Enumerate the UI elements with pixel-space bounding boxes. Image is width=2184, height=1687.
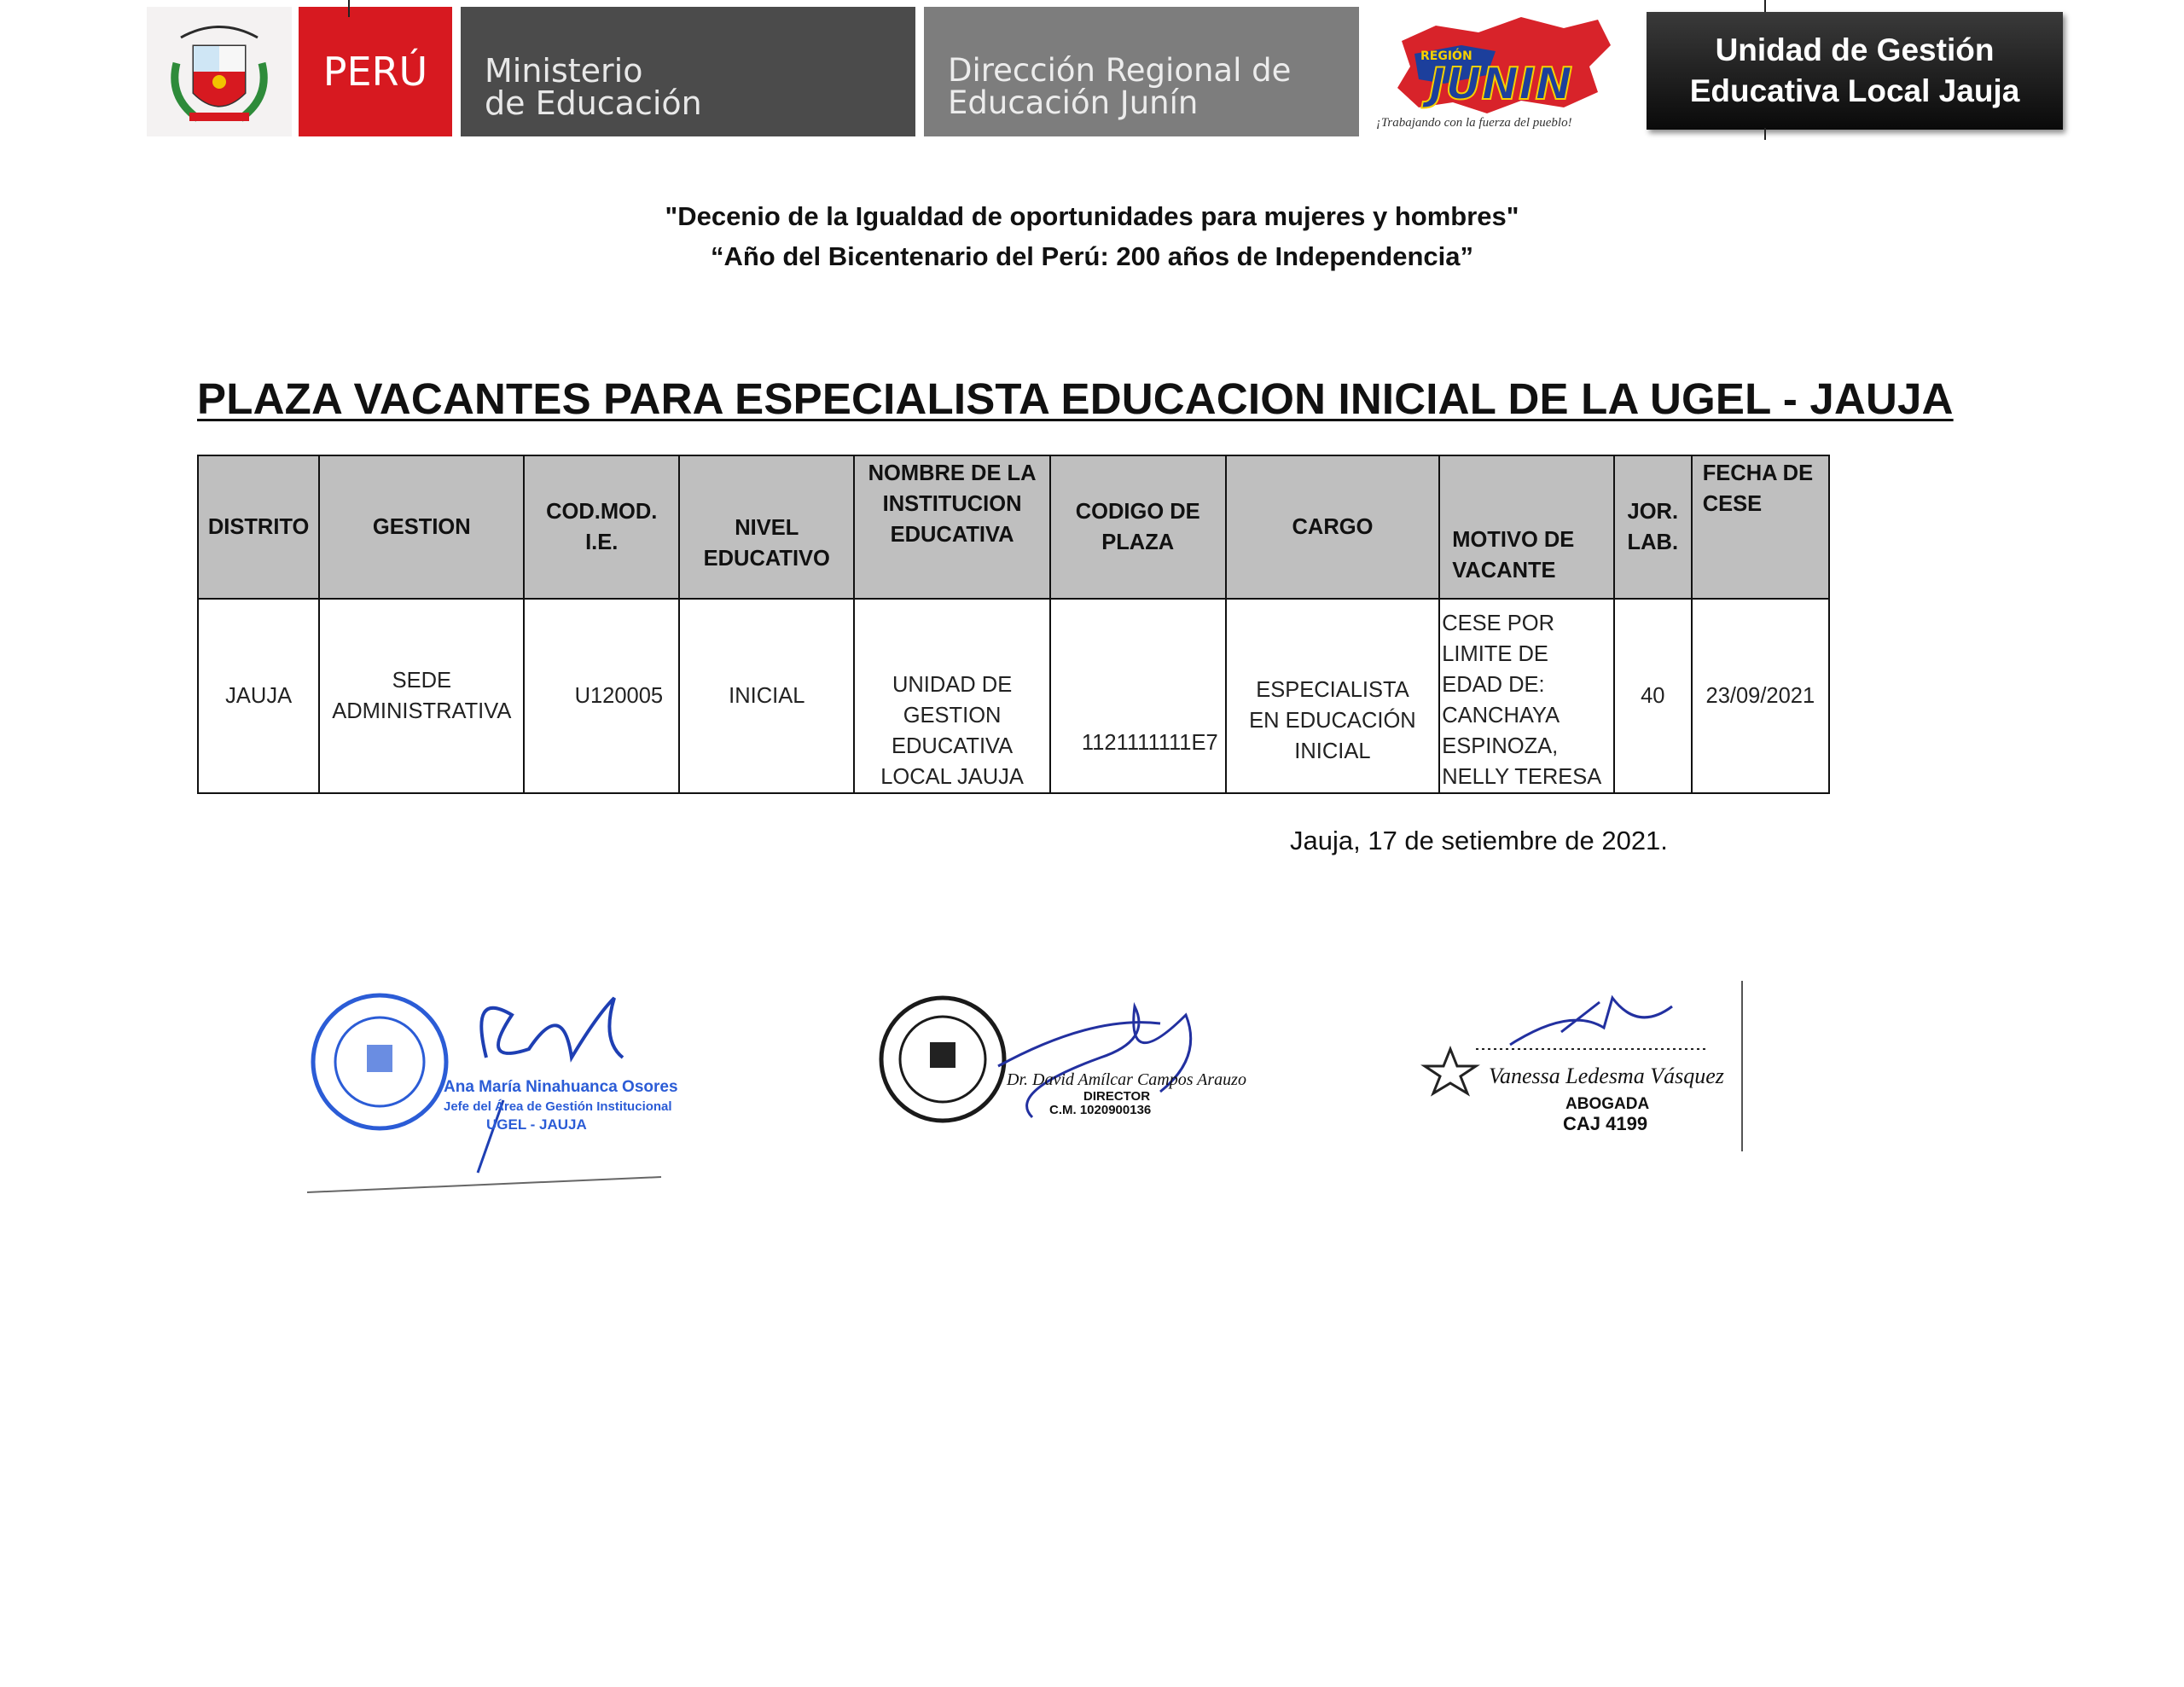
header-cell: GESTION — [319, 455, 524, 599]
region-slogan: ¡Trabajando con la fuerza del pueblo! — [1376, 116, 1572, 130]
region-logo-small-text: REGIÓN — [1420, 49, 1472, 63]
ugel-brand-block — [1647, 12, 2063, 130]
official-stamp-signature-1 — [307, 964, 678, 1194]
vacancies-table — [197, 455, 1830, 794]
document-date: Jauja, 17 de setiembre de 2021. — [1290, 826, 1668, 855]
table-cell: 23/09/2021 — [1692, 599, 1829, 793]
header-cell: NIVEL EDUCATIVO — [679, 455, 854, 599]
signature-2-cm: C.M. 1020900136 — [1049, 1103, 1152, 1117]
document-title: PLAZA VACANTES PARA ESPECIALISTA EDUCACION INICIAL DE LA UGEL - JAUJA — [197, 374, 1954, 423]
ministry-line1: Ministerio — [485, 52, 643, 90]
official-mottos — [0, 196, 2184, 276]
table-cell: SEDE ADMINISTRATIVA — [319, 599, 524, 793]
table-cell: JAUJA — [198, 599, 319, 793]
motto-line2: “Año del Bicentenario del Perú: 200 años de Independencia” — [710, 241, 1474, 271]
dre-line1: Dirección Regional de — [948, 52, 1292, 89]
region-logo-text: JUNIN — [1429, 59, 1572, 110]
motto-line1: "Decenio de la Igualdad de oportunidades para mujeres y hombres" — [665, 201, 1519, 231]
header-divider — [1764, 0, 1766, 12]
header-cell: MOTIVO DE VACANTE — [1439, 455, 1614, 599]
signature-block-1 — [307, 964, 678, 1194]
ministry-line2: de Educación — [485, 84, 702, 122]
header-cell: CARGO — [1226, 455, 1440, 599]
official-stamp-signature-2 — [879, 989, 1246, 1126]
table-cell: 1121111111E7 — [1050, 599, 1226, 793]
table-cell: UNIDAD DE GESTION EDUCATIVA LOCAL JAUJA — [854, 599, 1049, 793]
signature-block-2 — [879, 989, 1246, 1126]
header-divider — [1764, 128, 1766, 140]
signature-1-name: Ana María Ninahuanca Osores — [444, 1078, 678, 1096]
header-cell: FECHA DE CESE — [1692, 455, 1829, 599]
signature-1-org: UGEL - JAUJA — [486, 1116, 587, 1133]
signature-block-3 — [1416, 981, 1757, 1151]
header-cell: JOR. LAB. — [1614, 455, 1692, 599]
header-cell: DISTRITO — [198, 455, 319, 599]
official-stamp-signature-3 — [1416, 981, 1757, 1151]
header-cell: CODIGO DE PLAZA — [1050, 455, 1226, 599]
signature-3-name: Vanessa Ledesma Vásquez — [1489, 1064, 1724, 1088]
header-cell: COD.MOD. I.E. — [524, 455, 679, 599]
signature-2-role: DIRECTOR — [1083, 1089, 1151, 1104]
table-header-row — [198, 455, 1829, 599]
peru-brand-block — [299, 7, 452, 136]
peru-label: PERÚ — [322, 49, 428, 95]
signature-3-caj: CAJ 4199 — [1563, 1113, 1648, 1134]
peru-coat-of-arms-logo — [147, 7, 292, 136]
header-divider — [348, 0, 350, 17]
dre-line2: Educación Junín — [948, 84, 1199, 121]
table-cell: ESPECIALISTA EN EDUCACIÓN INICIAL — [1226, 599, 1440, 793]
signature-3-role: ABOGADA — [1565, 1095, 1650, 1113]
ministry-brand-block — [461, 7, 915, 136]
table-cell: INICIAL — [679, 599, 854, 793]
ugel-line2: Educativa Local Jauja — [1689, 73, 2020, 108]
region-junin-logo — [1368, 7, 1623, 136]
table-cell: 40 — [1614, 599, 1692, 793]
table-row — [198, 599, 1829, 793]
header-cell: NOMBRE DE LA INSTITUCION EDUCATIVA — [854, 455, 1049, 599]
signature-1-role: Jefe del Área de Gestión Institucional — [444, 1099, 672, 1114]
ugel-line1: Unidad de Gestión — [1715, 32, 1995, 67]
table-cell: U120005 — [524, 599, 679, 793]
table-cell: CESE POR LIMITE DE EDAD DE: CANCHAYA ESPINOZA, NELLY TERESA — [1439, 599, 1614, 793]
dre-brand-block — [924, 7, 1359, 136]
signature-2-name: Dr. David Amílcar Campos Arauzo — [1007, 1070, 1246, 1089]
